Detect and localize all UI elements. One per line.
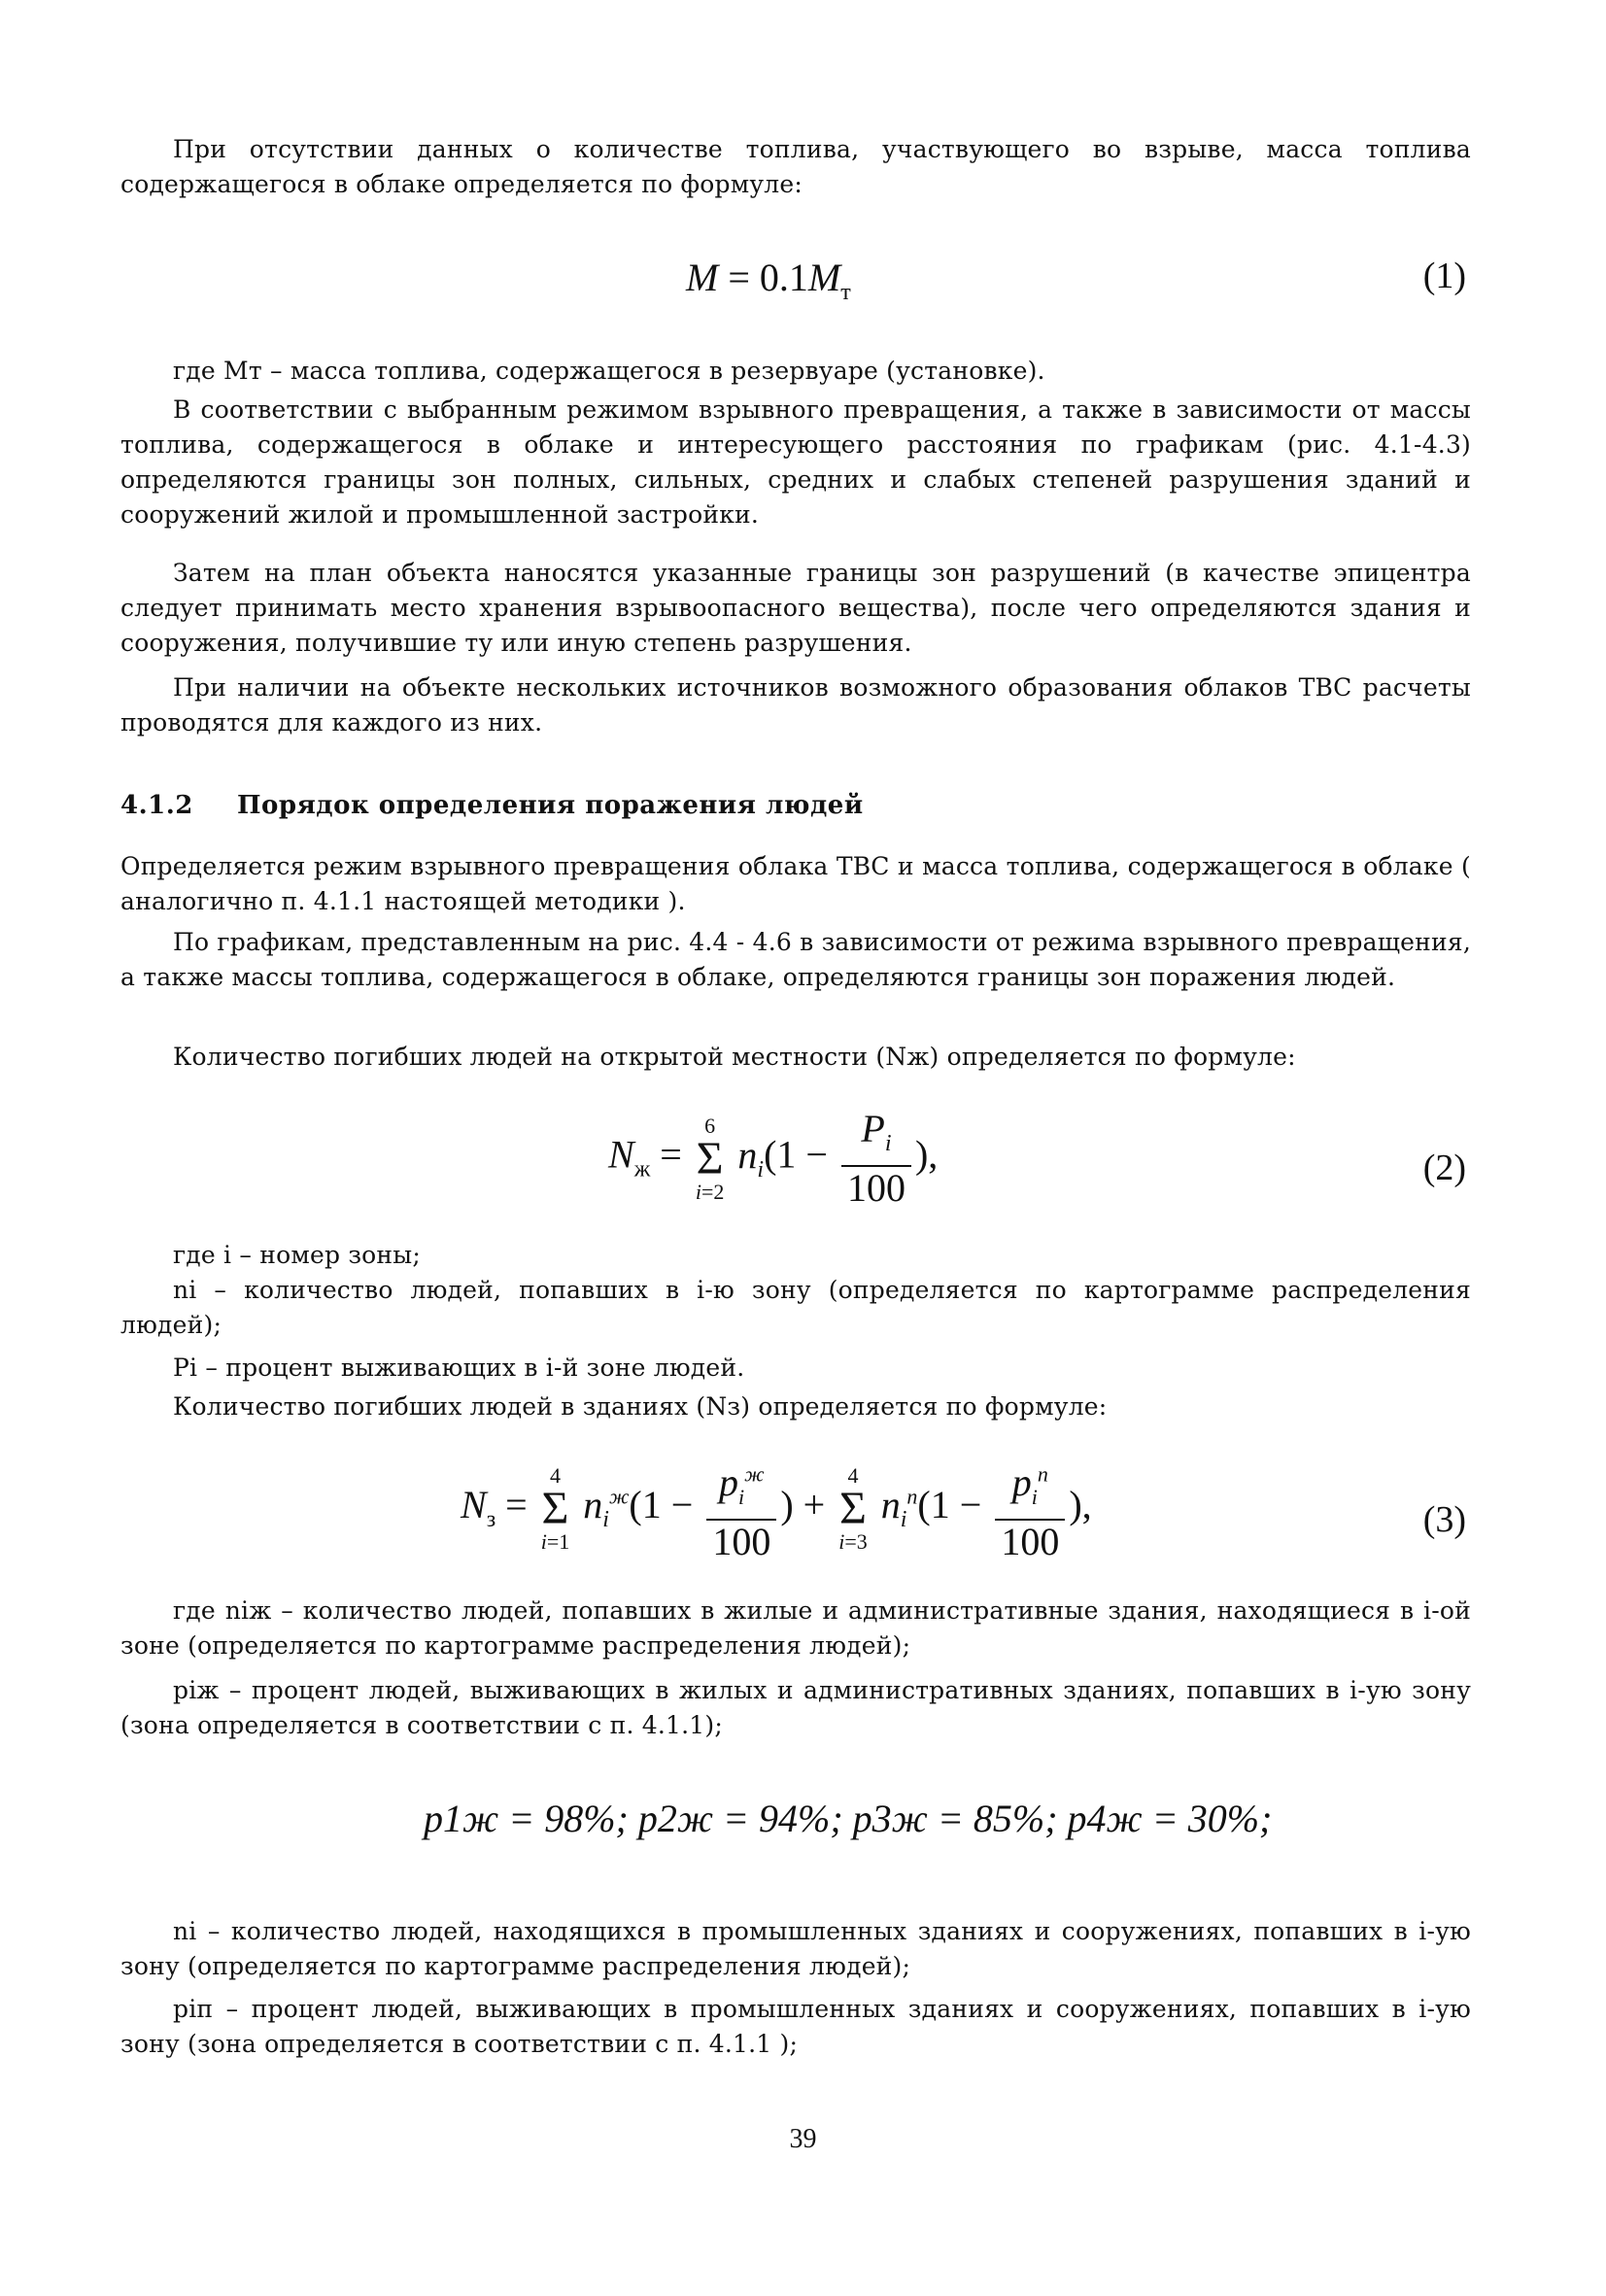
sum-symbol: 4 Σ i=3: [838, 1462, 868, 1554]
sum-symbol: 4 Σ i=1: [540, 1462, 570, 1554]
paragraph-where-mt: где Mт – масса топлива, содержащегося в резервуаре (установке).: [173, 357, 1045, 385]
section-number: 4.1.2: [120, 791, 193, 820]
paragraph-multiple-sources: При наличии на объекте нескольких источников возможного образования облаков ТВС расчеты проводятся для каждого из них.: [120, 673, 1471, 737]
section-title: Порядок определения поражения людей: [237, 791, 864, 820]
where-nn: ni – количество людей, находящихся в промышленных зданиях и сооружениях, попавших в i-ую зону (определяется по картограмме распределения людей);: [120, 1917, 1471, 1980]
formula-1: $M = 0.1M_т$: [686, 256, 851, 305]
where-nzh: где niж – количество людей, попавших в жилые и административные здания, находящиеся в i-ой зоне (определяется по картограмме распределения людей);: [120, 1596, 1471, 1660]
fraction: $\frac{P_i}{100}$: [841, 1108, 911, 1210]
paragraph-graphs: По графикам, представленным на рис. 4.4 - 4.6 в зависимости от режима взрывного превращения, а также массы топлива, содержащегося в облаке, определяются границы зон поражения людей.: [120, 928, 1471, 991]
formula-4: p1ж = 98%; p2ж = 94%; p3ж = 85%; p4ж = 30%;: [424, 1797, 1273, 1840]
where-i: где i – номер зоны;: [173, 1241, 421, 1269]
where-ni: ni – количество людей, попавших в i-ю зону (определяется по картограмме распределения людей);: [120, 1276, 1471, 1339]
paragraph-epicenter: Затем на план объекта наносятся указанные границы зон разрушений (в качестве эпицентра следует принимать место хранения взрывоопасного вещества), после чего определяются здания и сооружения, получившие ту или иную степень разрушения.: [120, 559, 1471, 657]
section-heading: [120, 791, 864, 820]
where-pi: Pi – процент выживающих в i-й зоне людей.: [173, 1354, 745, 1382]
paragraph-regime: Определяется режим взрывного превращения облака ТВС и масса топлива, содержащегося в облаке ( аналогично п. 4.1.1 настоящей методики ).: [120, 852, 1471, 915]
formula-3: $N_з$ = 4 Σ i=1 $n_i^ж(1$ − $\frac{p_i^ж}{100}$ ) + 4 Σ i=3 $n_i^п(1$ − $\frac{p_i^п}{100}$ ),: [461, 1454, 1092, 1563]
where-pzh: piж – процент людей, выживающих в жилых и административных зданиях, попавших в i-ую зону (зона определяется в соответствии с п. 4.1.1);: [120, 1676, 1471, 1739]
paragraph-open-area-count: Количество погибших людей на открытой местности (Nж) определяется по формуле:: [173, 1043, 1296, 1071]
paragraph-buildings-count: Количество погибших людей в зданиях (Nз) определяется по формуле:: [173, 1392, 1108, 1421]
formula-3-number: (3): [1422, 1499, 1466, 1540]
fraction: $\frac{p_i^п}{100}$: [995, 1454, 1065, 1563]
formula-1-number: (1): [1422, 256, 1466, 296]
where-pn: piп – процент людей, выживающих в промышленных зданиях и сооружениях, попавших в i-ую зону (зона определяется в соответствии с п. 4.1.1 );: [120, 1995, 1471, 2058]
sum-symbol: 6 Σ i=2: [695, 1113, 725, 1204]
page-number: 39: [789, 2124, 817, 2154]
formula-2-number: (2): [1422, 1148, 1466, 1188]
paragraph-fuel-absent: При отсутствии данных о количестве топлива, участвующего во взрыве, масса топлива содержащегося в облаке определяется по формуле:: [120, 135, 1471, 198]
fraction: $\frac{p_i^ж}{100}$: [706, 1454, 776, 1563]
paragraph-destruction-zones: В соответствии с выбранным режимом взрывного превращения, а также в зависимости от массы топлива, содержащегося в облаке и интересующего расстояния по графикам (рис. 4.1-4.3) определяются границы зон полных, сильных, средних и слабых степеней разрушения зданий и сооружений жилой и промышленной застройки.: [120, 395, 1471, 529]
formula-2: $N_ж$ = 6 Σ i=2 $n_i(1$ − $\frac{P_i}{100}$ ),: [608, 1107, 939, 1210]
